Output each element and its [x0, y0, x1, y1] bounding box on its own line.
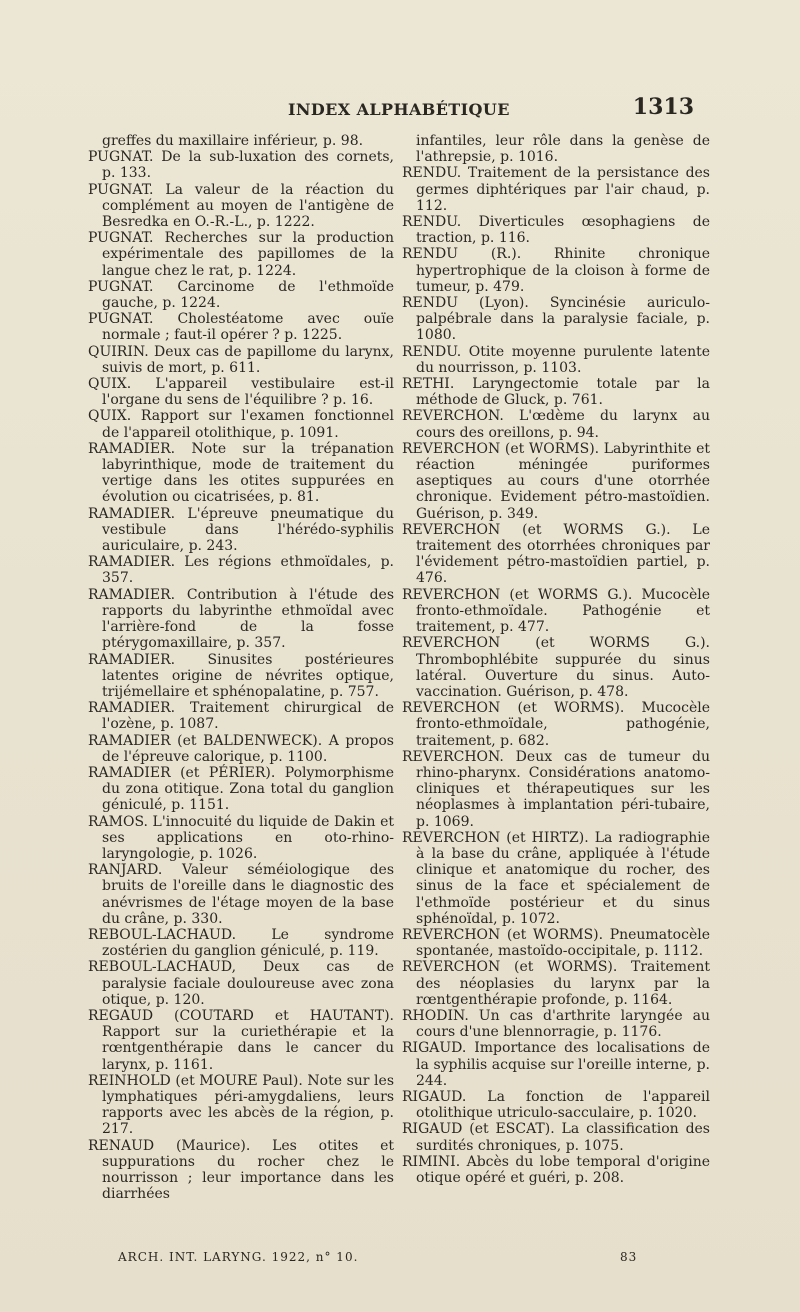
- index-entry: RENDU (Lyon). Syncinésie auriculo-palpébrale dans la paralysie faciale, p. 1080.: [402, 295, 710, 344]
- index-entry: REVERCHON (et WORMS). Pneumatocèle spontanée, mastoïdo-occipitale, p. 1112.: [402, 926, 710, 960]
- index-entry: RAMADIER. Les régions ethmoïdales, p. 357.: [88, 554, 394, 587]
- index-entry: RAMADIER (et BALDENWECK). A propos de l'épreuve calorique, p. 1100.: [88, 732, 394, 765]
- index-entry: RENDU. Otite moyenne purulente latente du nourrisson, p. 1103.: [402, 343, 710, 376]
- index-entry: REGAUD (COUTARD et HAUTANT). Rapport sur la curiethérapie et la rœntgenthérapie dans le cancer du larynx, p. 1161.: [88, 1007, 394, 1073]
- index-entry: RANJARD. Valeur séméiologique des bruits de l'oreille dans le diagnostic des anévrismes de l'étage moyen de la base du crâne, p. 330.: [88, 862, 394, 927]
- index-entry: QUIX. L'appareil vestibulaire est-il l'organe du sens de l'équilibre ? p. 16.: [88, 376, 394, 409]
- index-entry: greffes du maxillaire inférieur, p. 98.: [102, 133, 364, 149]
- index-entry: REVERCHON (et WORMS). Traitement des néoplasies du larynx par la rœntgenthérapie profonde, p. 1164.: [402, 959, 710, 1008]
- index-entry: RENDU (R.). Rhinite chronique hypertrophique de la cloison à forme de tumeur, p. 479.: [402, 246, 710, 295]
- index-entry: REVERCHON (et WORMS G.). Mucocèle fronto-ethmoïdale. Pathogénie et traitement, p. 477.: [402, 586, 710, 636]
- index-entry: PUGNAT. Carcinome de l'ethmoïde gauche, p. 1224.: [88, 278, 394, 312]
- index-entry: REVERCHON (et WORMS). Mucocèle fronto-ethmoïdale, pathogénie, traitement, p. 682.: [402, 700, 710, 749]
- index-entry: REVERCHON. L'œdème du larynx au cours des oreillons, p. 94.: [402, 408, 710, 441]
- index-entry: PUGNAT. La valeur de la réaction du complément au moyen de l'antigène de Besredka en O.-R.-L., p. 1222.: [88, 181, 394, 231]
- index-entry: REVERCHON. Deux cas de tumeur du rhino-pharynx. Considérations anatomo-cliniques et thérapeutiques sur les néoplasmes à implantation péri-tubaire, p. 1069.: [402, 748, 710, 830]
- index-entry: REBOUL-LACHAUD. Le syndrome zostérien du ganglion géniculé, p. 119.: [88, 926, 394, 960]
- index-entry: RAMOS. L'innocuité du liquide de Dakin et ses applications en oto-rhino-laryngologie, p. 1026.: [88, 813, 394, 862]
- index-entry: REVERCHON (et HIRTZ). La radiographie à la base du crâne, appliquée à l'étude clinique et anatomique du rocher, des sinus de la face et spécialement de l'ethmoïde postérieur et du sinus sphénoïdal, p. 1072.: [402, 829, 710, 927]
- index-entry: infantiles, leur rôle dans la genèse de l'athrepsie, p. 1016.: [416, 133, 710, 166]
- index-entry: RAMADIER. Contribution à l'étude des rapports du labyrinthe ethmoïdal avec l'arrière-fond de la fosse ptérygomaxillaire, p. 357.: [88, 586, 394, 652]
- index-entry: PUGNAT. De la sub-luxation des cornets, p. 133.: [88, 149, 394, 182]
- index-entry: REBOUL-LACHAUD, Deux cas de paralysie faciale douloureuse avec zona otique, p. 120.: [88, 959, 394, 1008]
- index-entry: QUIRIN. Deux cas de papillome du larynx, suivis de mort, p. 611.: [88, 343, 394, 376]
- right-column: [402, 133, 710, 1186]
- index-entry: RENDU. Traitement de la persistance des germes diphtériques par l'air chaud, p. 112.: [402, 165, 710, 214]
- page-footer: [0, 1250, 800, 1270]
- index-entry: REVERCHON (et WORMS G.). Thrombophlébite suppurée du sinus latéral. Ouverture du sinus. Auto-vaccination. Guérison, p. 478.: [402, 635, 710, 700]
- index-entry: RAMADIER. L'épreuve pneumatique du vestibule dans l'hérédo-syphilis auriculaire, p. 243.: [88, 505, 394, 555]
- index-entry: RIGAUD. Importance des localisations de la syphilis acquise sur l'oreille interne, p. 244.: [402, 1040, 710, 1089]
- index-entry: PUGNAT. Recherches sur la production expérimentale des papillomes de la langue chez le rat, p. 1224.: [88, 230, 394, 279]
- page-title: INDEX ALPHABÉTIQUE: [288, 100, 510, 119]
- index-entry: RENDU. Diverticules œsophagiens de traction, p. 116.: [402, 214, 710, 247]
- index-entry: REINHOLD (et MOURE Paul). Note sur les lymphatiques péri-amygdaliens, leurs rapports avec les abcès de la région, p. 217.: [88, 1072, 394, 1138]
- journal-citation: ARCH. INT. LARYNG. 1922, n° 10.: [118, 1250, 359, 1264]
- index-entry: RENAUD (Maurice). Les otites et suppurations du rocher chez le nourrisson ; leur importance dans les diarrhées: [88, 1137, 394, 1203]
- left-column: [88, 133, 394, 1202]
- index-entry: REVERCHON (et WORMS G.). Le traitement des otorrhées chroniques par l'évidement pétro-mastoïdien partiel, p. 476.: [402, 521, 710, 587]
- index-entry: RAMADIER. Traitement chirurgical de l'ozène, p. 1087.: [88, 700, 394, 733]
- index-entry: RAMADIER. Sinusites postérieures latentes origine de névrites optique, trijémellaire et sphénopalatine, p. 757.: [88, 651, 394, 700]
- index-entry: RIMINI. Abcès du lobe temporal d'origine otique opéré et guéri, p. 208.: [402, 1153, 710, 1186]
- index-entry: RETHI. Laryngectomie totale par la méthode de Gluck, p. 761.: [402, 376, 710, 409]
- index-entry: RAMADIER (et PÉRIER). Polymorphisme du zona otitique. Zona total du ganglion géniculé, p. 1151.: [88, 764, 394, 814]
- page-number: 1313: [632, 94, 694, 120]
- index-entry: PUGNAT. Cholestéatome avec ouïe normale ; faut-il opérer ? p. 1225.: [88, 311, 394, 344]
- index-entry: REVERCHON (et WORMS). Labyrinthite et réaction méningée puriformes aseptiques au cours d'une otorrhée chronique. Evidement pétro-mastoïdien. Guérison, p. 349.: [402, 440, 710, 522]
- index-entry: RIGAUD (et ESCAT). La classification des surdités chroniques, p. 1075.: [402, 1121, 710, 1154]
- index-entry: RIGAUD. La fonction de l'appareil otolithique utriculo-sacculaire, p. 1020.: [402, 1088, 710, 1122]
- running-head: [0, 94, 800, 124]
- index-entry: RAMADIER. Note sur la trépanation labyrinthique, mode de traitement du vertige dans les otites suppurées en évolution ou cicatrisées, p. 81.: [88, 440, 394, 506]
- index-entry: QUIX. Rapport sur l'examen fonctionnel de l'appareil otolithique, p. 1091.: [88, 408, 394, 441]
- signature-mark: 83: [620, 1250, 638, 1264]
- index-entry: RHODIN. Un cas d'arthrite laryngée au cours d'une blennorragie, p. 1176.: [402, 1007, 710, 1041]
